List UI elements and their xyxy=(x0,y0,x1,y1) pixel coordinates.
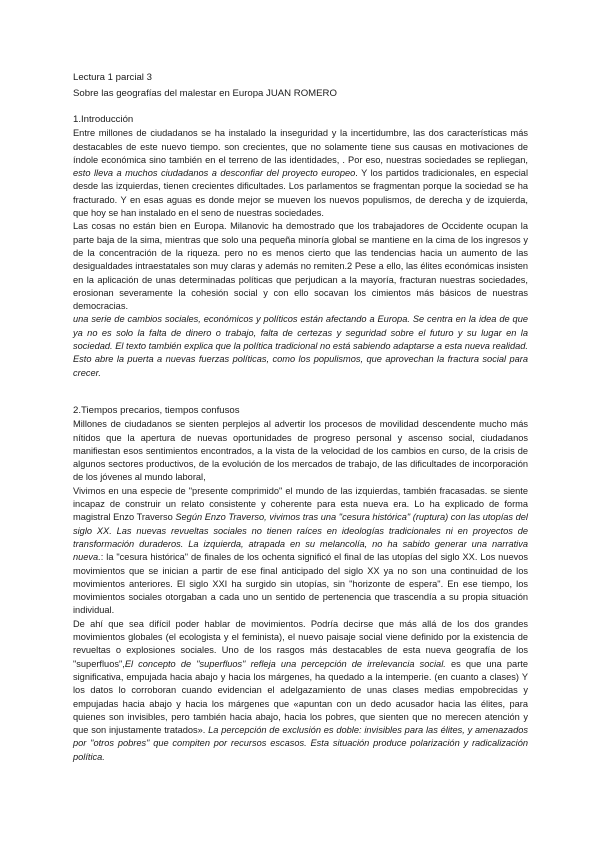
section-introduction xyxy=(73,113,528,380)
paragraph xyxy=(73,485,528,618)
paragraph-annotation: Según Enzo Traverso, vivimos tras una "cesura histórica" (ruptura) con las utopías del siglo XX. Las nuevas revueltas sociales no tienen raíces en ideologías tradicionales ni en proyectos de transformación duraderos. La izquierda, atrapada en su melancolía, no ha sabido generar una narrativa nueva. xyxy=(73,512,528,563)
section-heading: 2.Tiempos precarios, tiempos confusos xyxy=(73,405,240,416)
section-heading: 1.Introducción xyxy=(73,114,134,125)
paragraph-text: Entre millones de ciudadanos se ha instalado la inseguridad y la incertidumbre, las dos características más destacables de este nuevo tiempo. son crecientes, que no solamente tiene sus causas en motivaciones de índole económica sino también en el terreno de las identidades, . Por eso, nuestras sociedades se repliegan, xyxy=(73,128,528,165)
document-header xyxy=(73,70,533,102)
paragraph-summary: una serie de cambios sociales, económicos y políticos están afectando a Europa. Se centra en la idea de que ya no es solo la falta de dinero o trabajo, falta de certezas y seguridad sobre el futuro y su lugar en la sociedad. El texto también explica que la política tradicional no está sabiendo adaptarse a esta nueva realidad. Esto abre la puerta a nuevas fuerzas políticas, como los populismos, que aprovechan la fractura social para crecer. xyxy=(73,314,528,378)
paragraph-text: De ahí que sea difícil poder hablar de movimientos. Podría decirse que más allá de los dos grandes movimientos globales (el ecologista y el feminista), el nuevo paisaje social viene definido por la existencia de revueltas o explosiones sociales. Uno de los rasgos más destacables de esta nueva geografía de los "superfluos", xyxy=(73,618,528,669)
paragraph-text: . Y los partidos tradicionales, en especial desde las izquierdas, tienen crecientes dificultades. Los parlamentos se fragmentan porque la sociedad se ha fracturado. Y en esas aguas es donde mejor se mueven los nuevos populismos, de derecha y de izquierda, que hoy se han instalado en el seno de nuestras sociedades. xyxy=(73,168,529,219)
paragraph-text: Vivimos en una especie de "presente comprimido" el mundo de las izquierdas, también fracasadas. se siente incapaz de construir un relato consistente y coherente para esta nueva era. Lo ha explicado de forma magistral Enzo Traverso xyxy=(73,485,528,523)
section-tiempos-precarios xyxy=(73,404,528,764)
paragraph-annotation: esto lleva a muchos ciudadanos a desconfiar del proyecto europeo xyxy=(73,168,356,179)
paragraph: Las cosas no están bien en Europa. Milanovic ha demostrado que los trabajadores de Occidente ocupan la parte baja de la sima, mientras que solo una pequeña minoría global se mantiene en la cima de los ingresos y de la concentración de la riqueza. pero no es menos cierto que las tendencias hacia un aumento de las desigualdades intraestatales son muy claras y además no remiten.2 Pese a ello, las élites económicas insisten en la aplicación de unas determinadas políticas que perjudican a la mayoría, fracturan nuestras sociedades, erosionan severamente la cohesión social y con ello socavan los cimientos más básicos de nuestras democracias. xyxy=(73,221,528,312)
paragraph-text: : la "cesura histórica" de finales de los ochenta significó el final de las utopías del siglo XX. Los nuevos movimientos que se inician a partir de ese final anticipado del siglo XX ya no son una continuidad de los movimientos anteriores. El siglo XXI ha surgido sin utopías, sin "horizonte de espera". En ese tiempo, los movimientos sociales otorgaban a cada uno un sentido de pertenencia que trascendía a su propia situación individual. xyxy=(73,552,528,616)
paragraph xyxy=(73,618,528,764)
lecture-title: Lectura 1 parcial 3 xyxy=(73,72,152,83)
paragraph xyxy=(73,127,528,220)
paragraph-annotation: El concepto de "superfluos" refleja una percepción de irrelevancia social. xyxy=(124,658,446,669)
paragraph-annotation: La percepción de exclusión es doble: invisibles para las élites, y amenazados por "otros pobres" que compiten por recursos escasos. Esta situación produce polarización y radicalización política. xyxy=(73,725,528,762)
article-title: Sobre las geografías del malestar en Europa JUAN ROMERO xyxy=(73,88,337,99)
paragraph-text: es que una parte significativa, empujada hacia abajo y hacia los márgenes, ha quedado a la intemperie. (en cuanto a clases) Y los datos lo corroboran cuando evidencian el adelgazamiento de unas clases medias empobrecidas y empujadas hacia abajo y hacia los márgenes que «apuntan con un dedo acusador hacia las élites, para quienes son invisibles, pero también hacia abajo, hacia los pobres, que sienten que no merecen atención y que son injustamente tratados». xyxy=(73,658,528,736)
paragraph: Millones de ciudadanos se sienten perplejos al advertir los procesos de movilidad descendente mucho más nítidos que la apertura de nuevas oportunidades de progreso personal y ascenso social, ciudadanos manifiestan esos sentimientos encontrados, a la vista de la velocidad de los cambios en curso, de la crisis de algunos sectores productivos, de la evolución de los mercados de trabajo, de las dificultades de incorporación de los jóvenes al mundo laboral, xyxy=(73,419,528,483)
